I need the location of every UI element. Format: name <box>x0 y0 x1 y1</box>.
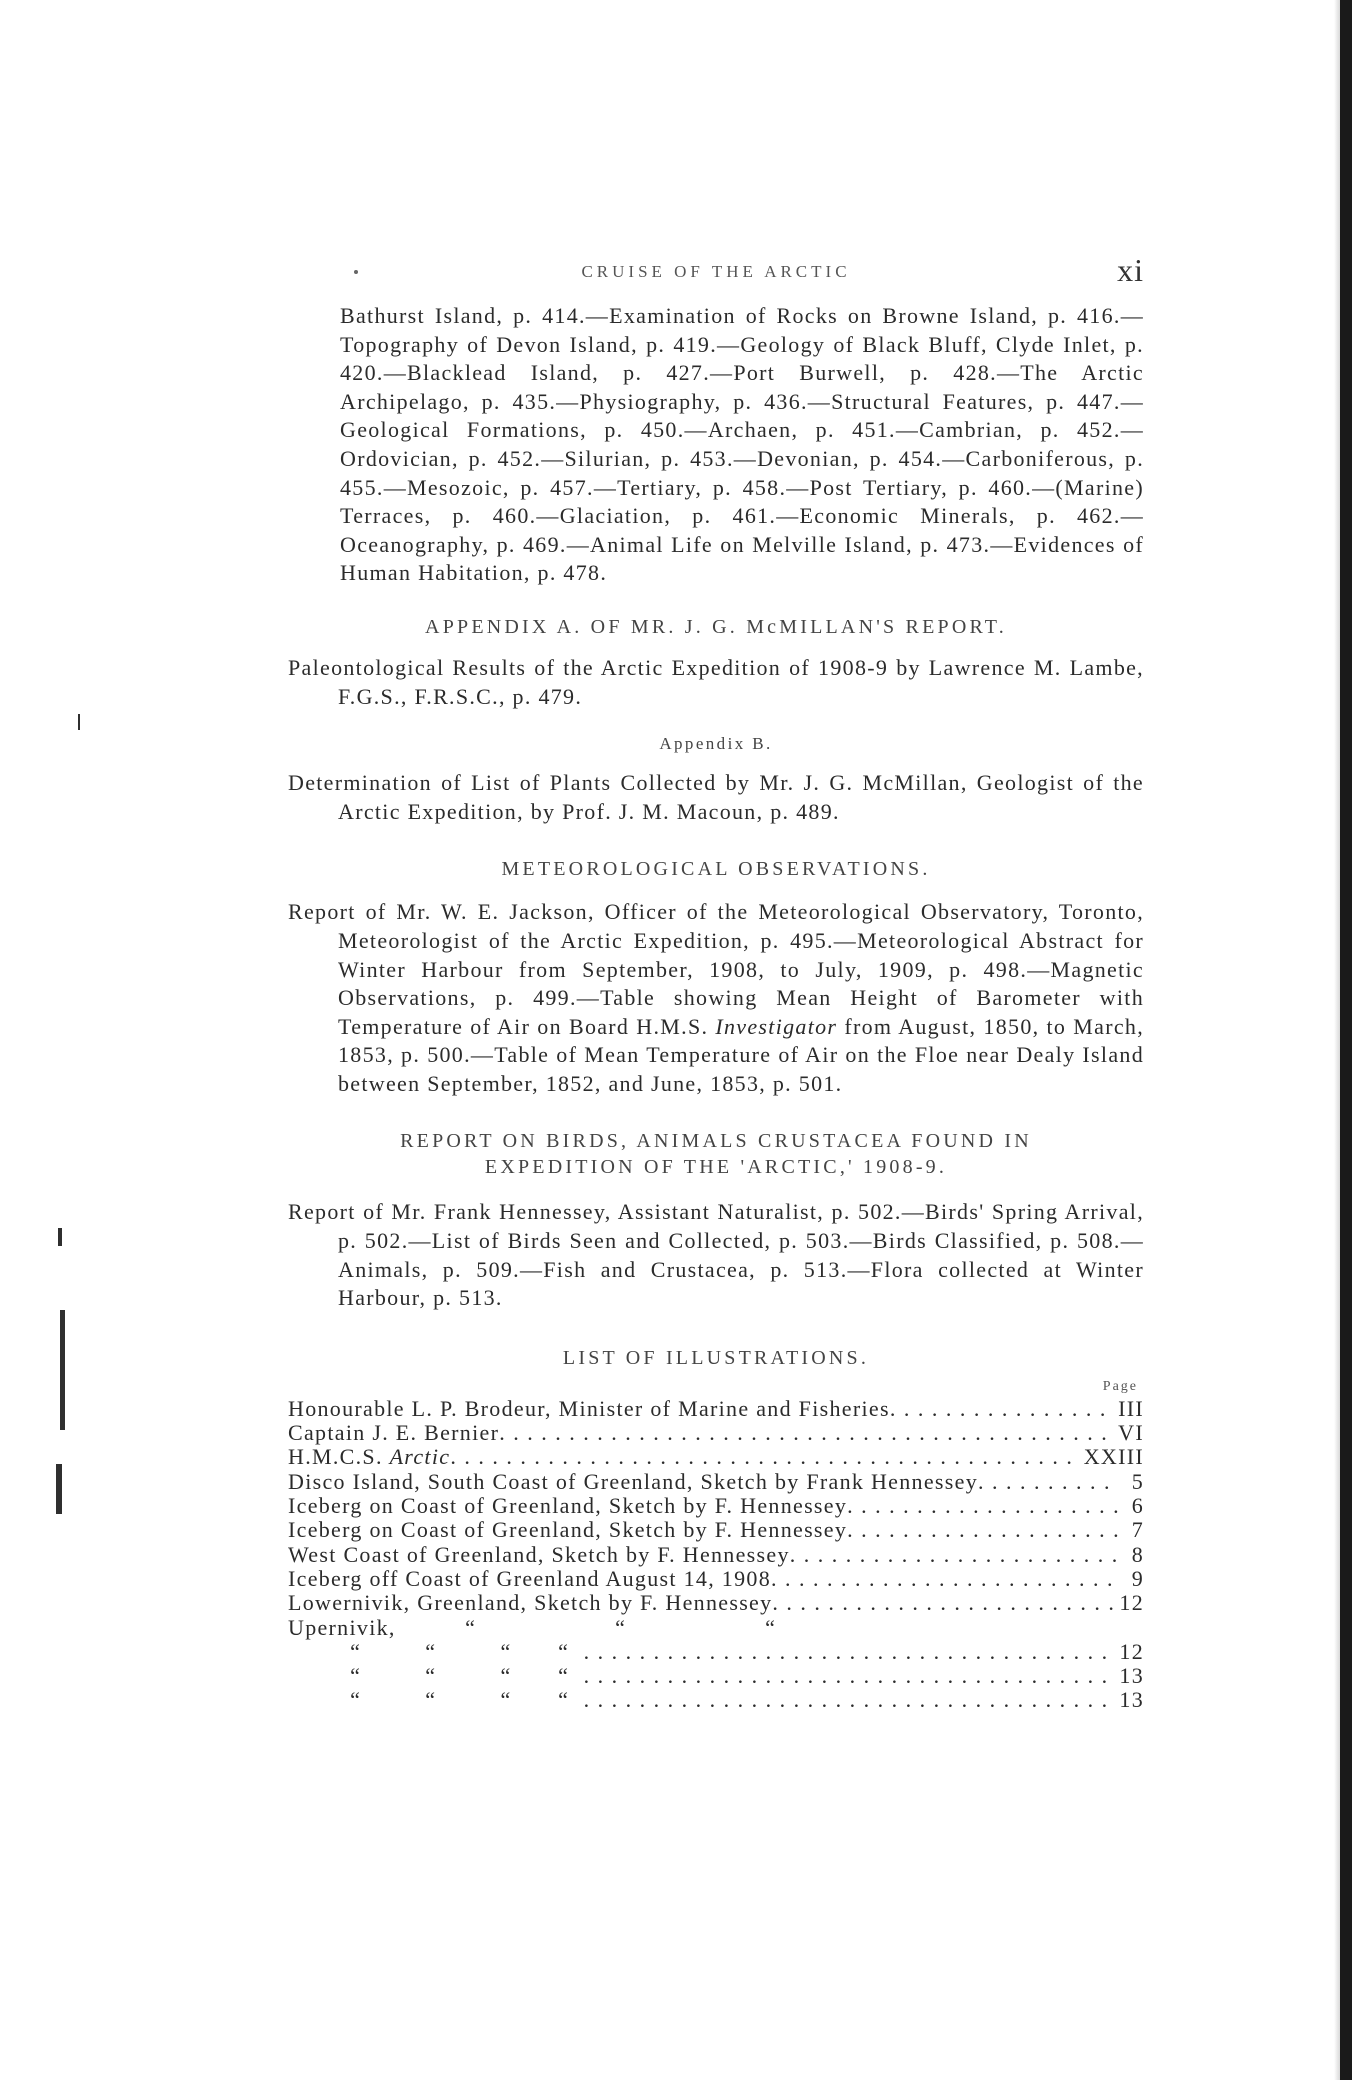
page-column-label: Page <box>1102 1378 1138 1394</box>
ship-name-italic: Investigator <box>715 1013 838 1039</box>
dot-leader <box>450 1445 1077 1469</box>
running-title: CRUISE OF THE ARCTIC <box>581 262 851 281</box>
meteorological-text-part: from August, 1850, to March, 1853, p. 500.—Table of Mean Temperature of Air on the Floe near Dealy Island between September, 1852, and June, 1853, p. 501. <box>338 1013 1145 1096</box>
appendix-b-heading: Appendix B. <box>659 734 773 754</box>
illustration-page-number: III <box>1118 1395 1144 1421</box>
illustration-page-number: XXIII <box>1083 1444 1144 1470</box>
illustrations-heading: LIST OF ILLUSTRATIONS. <box>562 1346 870 1369</box>
birds-heading-line: REPORT ON BIRDS, ANIMALS CRUSTACEA FOUND IN <box>400 1130 1032 1153</box>
illustration-row <box>288 1470 1144 1494</box>
illustration-title: Iceberg on Coast of Greenland, Sketch by F. Hennessey <box>288 1517 848 1543</box>
illustration-page-number: 13 <box>1119 1663 1144 1689</box>
dot-leader <box>772 1591 1113 1615</box>
dot-leader <box>978 1470 1118 1494</box>
illustration-title: Disco Island, South Coast of Greenland, Sketch by Frank Hennessey <box>288 1468 979 1494</box>
illustration-row <box>288 1397 1144 1421</box>
illustration-page-number: 6 <box>1131 1493 1144 1519</box>
page-content <box>288 252 1144 1713</box>
margin-mark <box>78 714 80 730</box>
ditto-mark: “ <box>558 1638 570 1664</box>
ditto-mark: “ <box>615 1614 627 1640</box>
birds-heading <box>288 1128 1144 1180</box>
meteorological-text-part: Report of Mr. W. E. Jackson, Officer of the Meteorological Observatory, Toronto, Meteorologist of the Arctic Expedition, p. 495.—Meteorological Abstract for Winter Harbour from September, 1908, to July, 1909, p. 498.—Magnetic Observations, p. 499.—Table showing Mean Height of Barometer with Temperature of Air on Board H.M.S. <box>288 899 1144 1039</box>
meteorological-heading: METEOROLOGICAL OBSERVATIONS. <box>501 858 931 881</box>
dot-leader <box>847 1518 1118 1542</box>
dot-leader <box>790 1543 1118 1567</box>
illustration-row <box>288 1664 1144 1688</box>
ditto-mark: “ <box>350 1687 362 1713</box>
dot-leader <box>847 1494 1118 1518</box>
dot-leader <box>584 1640 1114 1664</box>
illustration-title: Iceberg on Coast of Greenland, Sketch by F. Hennessey <box>288 1493 848 1519</box>
ship-name-italic: Arctic <box>389 1444 451 1470</box>
illustration-page-number: 5 <box>1131 1468 1144 1494</box>
illustration-title: Captain J. E. Bernier <box>288 1420 500 1446</box>
illustration-title: Upernivik, <box>288 1614 396 1640</box>
illustrations-list <box>288 1397 1144 1713</box>
page-edge <box>1340 0 1352 2080</box>
illustration-page-number: 12 <box>1119 1590 1144 1616</box>
appendix-a-text: Paleontological Results of the Arctic Expedition of 1908-9 by Lawrence M. Lambe, F.G.S., F.R.S.C., p. 479. <box>288 654 1144 709</box>
illustration-row <box>288 1494 1144 1518</box>
illustration-title: Lowernivik, Greenland, Sketch by F. Hennessey <box>288 1590 773 1616</box>
illustration-row <box>288 1640 1144 1664</box>
illustration-row <box>288 1567 1144 1591</box>
illustration-title: Iceberg off Coast of Greenland August 14, 1908 <box>288 1565 772 1591</box>
ditto-mark: “ <box>558 1663 570 1689</box>
illustration-row <box>288 1518 1144 1542</box>
illustration-title: Honourable L. P. Brodeur, Minister of Marine and Fisheries <box>288 1395 890 1421</box>
birds-text: Report of Mr. Frank Hennessey, Assistant Naturalist, p. 502.—Birds' Spring Arrival, p. 502.—List of Birds Seen and Collected, p. 503.—Birds Classified, p. 508.—Animals, p. 509.—Fish and Crustacea, p. 513.—Flora collected at Winter Harbour, p. 513. <box>288 1199 1144 1311</box>
dot-leader <box>890 1397 1112 1421</box>
illustration-row <box>288 1688 1144 1712</box>
birds-heading-line: EXPEDITION OF THE 'ARCTIC,' 1908-9. <box>484 1156 948 1179</box>
ditto-mark: “ <box>558 1687 570 1713</box>
illustration-row <box>288 1421 1144 1445</box>
dot-leader <box>771 1567 1118 1591</box>
illustration-row <box>288 1591 1144 1615</box>
ditto-mark: “ <box>500 1687 512 1713</box>
ornament-dot <box>354 270 358 274</box>
ditto-mark: “ <box>350 1663 362 1689</box>
margin-mark <box>56 1464 62 1514</box>
illustration-row <box>288 1616 1144 1640</box>
margin-mark <box>60 1310 65 1430</box>
illustration-title: H.M.C.S. Arctic <box>288 1444 451 1470</box>
page-number: xi <box>1117 252 1144 288</box>
illustration-row <box>288 1445 1144 1469</box>
illustration-page-number: 7 <box>1131 1517 1144 1543</box>
illustration-page-number: 8 <box>1131 1541 1144 1567</box>
illustration-page-number: VI <box>1118 1420 1144 1446</box>
illustration-page-number: 13 <box>1119 1687 1144 1713</box>
illustration-page-number: 9 <box>1131 1565 1144 1591</box>
appendix-b-text: Determination of List of Plants Collected by Mr. J. G. McMillan, Geologist of the Arctic Expedition, by Prof. J. M. Macoun, p. 489. <box>288 770 1144 824</box>
ditto-mark: “ <box>500 1663 512 1689</box>
running-head <box>288 252 1144 292</box>
ditto-mark: “ <box>500 1638 512 1664</box>
ditto-mark: “ <box>425 1687 437 1713</box>
ditto-mark: “ <box>765 1614 777 1640</box>
dot-leader <box>584 1688 1114 1712</box>
dot-leader <box>584 1664 1114 1688</box>
ditto-mark: “ <box>425 1663 437 1689</box>
geology-contents: Bathurst Island, p. 414.—Examination of Rocks on Browne Island, p. 416.—Topography of Devon Island, p. 419.—Geology of Black Bluff, Clyde Inlet, p. 420.—Blacklead Island, p. 427.—Port Burwell, p. 428.—The Arctic Archipelago, p. 435.—Physiography, p. 436.—Structural Features, p. 447.—Geological Formations, p. 450.—Archaen, p. 451.—Cambrian, p. 452.—Ordovician, p. 452.—Silurian, p. 453.—Devonian, p. 454.—Carboniferous, p. 455.—Mesozoic, p. 457.—Tertiary, p. 458.—Post Tertiary, p. 460.—(Marine) Terraces, p. 460.—Glaciation, p. 461.—Economic Minerals, p. 462.—Oceanography, p. 469.—Animal Life on Melville Island, p. 473.—Evidences of Human Habitation, p. 478. <box>340 303 1144 586</box>
ditto-mark: “ <box>465 1614 477 1640</box>
ditto-mark: “ <box>350 1638 362 1664</box>
appendix-a-heading: APPENDIX A. OF MR. J. G. McMILLAN'S REPORT. <box>425 615 1007 638</box>
margin-mark <box>58 1228 62 1246</box>
dot-leader <box>499 1421 1112 1445</box>
illustration-title: West Coast of Greenland, Sketch by F. Hennessey <box>288 1541 790 1567</box>
ditto-mark: “ <box>425 1638 437 1664</box>
illustration-page-number: 12 <box>1119 1638 1144 1664</box>
illustration-row <box>288 1543 1144 1567</box>
meteorological-text <box>288 898 1144 1098</box>
